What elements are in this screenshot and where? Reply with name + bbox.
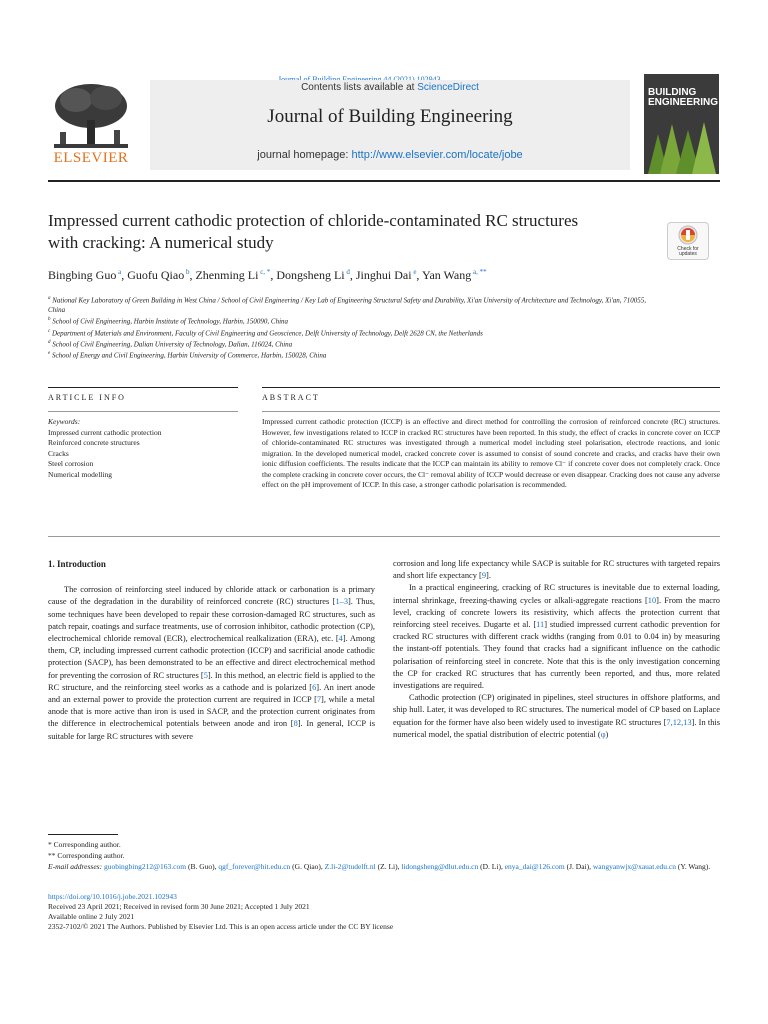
keyword-item: Steel corrosion bbox=[48, 459, 94, 468]
author-name[interactable]: Guofu Qiao bbox=[127, 268, 185, 282]
email-link[interactable]: guobingbing212@163.com bbox=[103, 862, 187, 871]
affiliation-mark: b bbox=[48, 317, 51, 323]
keyword-list bbox=[48, 428, 238, 481]
abstract-top-rule bbox=[262, 387, 720, 388]
contents-line bbox=[150, 82, 630, 93]
header-divider bbox=[48, 180, 720, 182]
abstract-bottom-rule bbox=[48, 536, 720, 537]
email-owner: (G. Qiao), bbox=[290, 862, 325, 871]
affiliation-mark: e bbox=[48, 351, 51, 357]
email-link[interactable]: enya_dai@126.com bbox=[504, 862, 565, 871]
affiliation-list bbox=[48, 294, 648, 361]
article-title: Impressed current cathodic protection of chloride-contaminated RC structures with cracking: A numerical study bbox=[48, 211, 579, 252]
keyword-item: Reinforced concrete structures bbox=[48, 438, 140, 447]
badge-label: Check for updates bbox=[677, 246, 699, 257]
abstract-inner-rule bbox=[262, 411, 720, 412]
keyword-item: Impressed current cathodic protection bbox=[48, 427, 162, 437]
footnote-rule bbox=[48, 834, 118, 835]
email-owner: (Y. Wang). bbox=[676, 862, 711, 871]
author-name[interactable]: Dongsheng Li bbox=[276, 268, 345, 282]
journal-title: Journal of Building Engineering bbox=[267, 106, 513, 127]
article-history bbox=[48, 892, 720, 932]
citation-link[interactable]: 8 bbox=[293, 719, 298, 729]
affiliation bbox=[48, 338, 648, 349]
article-info-label: ARTICLE INFO bbox=[48, 393, 126, 402]
citation-link[interactable]: 5 bbox=[203, 670, 208, 680]
info-top-rule bbox=[48, 387, 238, 388]
body-paragraph: corrosion and long life expectancy while SACP is suitable for RC structures with targeted repairs and short life expectancy [9]. bbox=[393, 559, 720, 581]
citation-link[interactable]: 6 bbox=[312, 682, 317, 692]
author-name[interactable]: Yan Wang bbox=[421, 268, 472, 282]
homepage-link[interactable]: http://www.elsevier.com/locate/jobe bbox=[351, 149, 523, 161]
author-mark[interactable]: b bbox=[184, 268, 190, 276]
citation-link[interactable]: 10 bbox=[647, 595, 657, 605]
citation-link[interactable]: 7 bbox=[316, 695, 322, 705]
affiliation-text: Department of Materials and Environment, Faculty of Civil Engineering and Geoscience, Delft University of Technology, Delft 2628 CN, the Netherlands bbox=[50, 328, 483, 337]
check-for-updates-badge[interactable] bbox=[667, 222, 709, 260]
citation-link[interactable]: 7,12,13 bbox=[666, 717, 692, 727]
cover-title-line1: BUILDING bbox=[648, 87, 697, 98]
abstract-text: Impressed current cathodic protection (ICCP) is an effective and direct method for controlling the corrosion of reinforced concrete (RC) structures. However, few investigations related to ICCP in cracked RC structures have been reported. In this study, the effect of cracks in concrete cover on ICCP of chloride-contaminated RC structures was investigated through a numerical model including steel polarisation, electrode reactions, and ionic migration. In the developed numerical model, cracked concrete cover is assumed to consist of sound concrete and cracks, and cracks have their own ionic diffusion coefficients. The results indicate that the ICCP can maintain its ability to remove Cl⁻ if concrete cover does not completely crack. Once the complete cracking in concrete cover occurs, the Cl⁻ removal ability of ICCP would decrease or even disappear. Cracking does not cause any adverse effect on the pH improvement of ICCP. In this case, a stronger cathodic polarisation is recommended. bbox=[262, 417, 720, 489]
corresponding-author-1: * Corresponding author. bbox=[48, 840, 121, 849]
author-name[interactable]: Jinghui Dai bbox=[355, 268, 412, 282]
affiliation-text: School of Energy and Civil Engineering, Harbin University of Commerce, Harbin, 150028, China bbox=[50, 351, 327, 360]
affiliation bbox=[48, 327, 648, 338]
email-owner: (J. Dai), bbox=[564, 862, 593, 871]
contents-prefix: Contents lists available at bbox=[301, 82, 418, 93]
keywords-block bbox=[48, 417, 238, 480]
author-name[interactable]: Zhenming Li bbox=[195, 268, 259, 282]
author-name[interactable]: Bingbing Guo bbox=[48, 268, 117, 282]
keyword-item: Cracks bbox=[48, 448, 69, 458]
body-column-left bbox=[48, 558, 375, 743]
affiliation-text: National Key Laboratory of Green Building in West China / School of Civil Engineering / Key Lab of Engineering Structural Safety and Durability, Xi'an University of Architecture and Technology, Xi'an, 710055, China bbox=[48, 296, 647, 315]
citation-link[interactable]: 9 bbox=[481, 571, 487, 581]
citation-link[interactable]: 1–3 bbox=[335, 597, 348, 607]
doi-url[interactable]: https://doi.org/10.1016/j.jobe.2021.102943 bbox=[48, 892, 177, 901]
keyword-item: Numerical modelling bbox=[48, 469, 112, 479]
author-mark[interactable]: e bbox=[411, 268, 417, 276]
journal-homepage bbox=[150, 149, 630, 161]
author-mark[interactable]: d bbox=[344, 268, 350, 276]
body-paragraph: The corrosion of reinforcing steel induced by chloride attack or carbonation is a primary cause of the degradation in the durability of reinforced concrete (RC) structures [1–3]. Thus, some techniques have been developed to repair these corrosion-damaged RC structures, such as patch repair, coatings and surface treatments, use of corrosion inhibitor, cathodic protection (CP), electrochemical chloride removal (ECR), electrochemical realkalization (ERA), etc. [4]. Among them, CP, including impressed current cathodic protection (ICCP) and sacrificial anode cathodic protection (SACP), has been demonstrated to be an effective and direct electrochemical method for preventing the corrosion of RC structures [5]. In this method, an electric field is applied to the RC structure, and the reinforcing steel works as a cathode and is polarized [6]. An inert anode and an external power to provide the protection current are required in ICCP [7], while a metal anode that is more active than iron is used in SACP, and the protection current originates from the difference in electrochemical potentials between anode and iron [8]. In general, ICCP is suitable for large RC structures with severe bbox=[48, 585, 376, 741]
affiliation bbox=[48, 315, 648, 326]
author-mark[interactable]: a, ** bbox=[471, 268, 487, 276]
journal-cover-thumbnail[interactable] bbox=[644, 74, 719, 174]
affiliation-text: School of Civil Engineering, Harbin Institute of Technology, Harbin, 150090, China bbox=[50, 317, 289, 326]
sciencedirect-link[interactable]: ScienceDirect bbox=[417, 82, 479, 93]
body-paragraph: Cathodic protection (CP) originated in pipelines, steel structures in offshore platforms, and ship hull. Later, it was developed to RC structures. The numerical model of CP based on Laplace equation for the former have also been widely used to investigate RC structures [7,12,13]. In this numerical model, the spatial distribution of electric potential (φ) bbox=[393, 693, 720, 739]
info-inner-rule bbox=[48, 411, 238, 412]
body-column-right bbox=[393, 558, 720, 741]
affiliation-text: School of Civil Engineering, Dalian University of Technology, Dalian, 116024, China bbox=[50, 340, 293, 349]
footnotes bbox=[48, 839, 720, 872]
email-owner: (B. Guo), bbox=[186, 862, 219, 871]
affiliation-mark: d bbox=[48, 339, 51, 345]
homepage-prefix: journal homepage: bbox=[257, 149, 352, 161]
check-updates-icon bbox=[668, 224, 708, 248]
citation-link[interactable]: 11 bbox=[536, 620, 545, 630]
cover-title-line2: ENGINEERING bbox=[648, 97, 719, 108]
email-owner: (D. Li), bbox=[478, 862, 505, 871]
affiliation bbox=[48, 294, 648, 315]
email-owner: (Z. Li), bbox=[375, 862, 402, 871]
citation-link[interactable]: 4 bbox=[338, 634, 343, 644]
author-list: Bingbing Guo $^a$, Guofu Qiao $^b$, Zhenming Li $^{c, *}$, Dongsheng Li $^d$, Jinghui Dai $^e$, Yan Wang $^{a, **}$ bbox=[48, 268, 487, 282]
author-mark[interactable]: a bbox=[116, 268, 122, 276]
corresponding-author-2: ** Corresponding author. bbox=[48, 851, 125, 860]
section-heading: 1. Introduction bbox=[48, 559, 106, 569]
keywords-label: Keywords: bbox=[48, 417, 81, 426]
body-paragraph: In a practical engineering, cracking of RC structures is inevitable due to external loading, internal shrinkage, freezing-thawing cycles or alkali-aggregate reactions [10]. From the macro level, cracking of concrete lowers its resistivity, which affects the protection current that reinforcing steel receives. Dugarte et al. [11] studied impressed current cathodic prevention for cracked RC structures with different crack widths (ranging from 0.01 to 0.04 in) by measuring the instant-off potentials. They found that cracks had a significant influence on the cathodic polarisation of reinforcing steel in concrete. Note that this is the only investigation concerning the CP for cracked RC structures that has currently been reported, and thus, more related investigations are required. bbox=[393, 583, 720, 691]
email-label: E-mail addresses: bbox=[48, 862, 103, 871]
received-dates: Received 23 April 2021; Received in revised form 30 June 2021; Accepted 1 July 2021 bbox=[48, 902, 310, 911]
available-online: Available online 2 July 2021 bbox=[48, 912, 135, 921]
abstract-label: ABSTRACT bbox=[262, 393, 320, 402]
author-mark[interactable]: c, * bbox=[258, 268, 271, 276]
publisher-wordmark: ELSEVIER bbox=[53, 150, 129, 166]
email-link[interactable]: wangyanwjx@xauat.edu.cn bbox=[592, 862, 676, 871]
doi-link[interactable] bbox=[48, 892, 720, 902]
affiliation-mark: a bbox=[48, 296, 51, 301]
email-addresses bbox=[48, 861, 720, 872]
copyright-line: 2352-7102/© 2021 The Authors. Published by Elsevier Ltd. This is an open access article under the CC BY license bbox=[48, 922, 394, 931]
email-link[interactable]: Z.li-2@tudelft.nl bbox=[324, 862, 376, 871]
email-link[interactable]: lidongsheng@dlut.edu.cn bbox=[401, 862, 479, 871]
right-paragraphs bbox=[393, 558, 720, 741]
left-paragraphs bbox=[48, 584, 375, 743]
citation-link[interactable]: φ bbox=[600, 729, 606, 739]
affiliation bbox=[48, 349, 648, 360]
affiliation-mark: c bbox=[48, 328, 51, 334]
email-link[interactable]: qgf_forever@hit.edu.cn bbox=[218, 862, 291, 871]
